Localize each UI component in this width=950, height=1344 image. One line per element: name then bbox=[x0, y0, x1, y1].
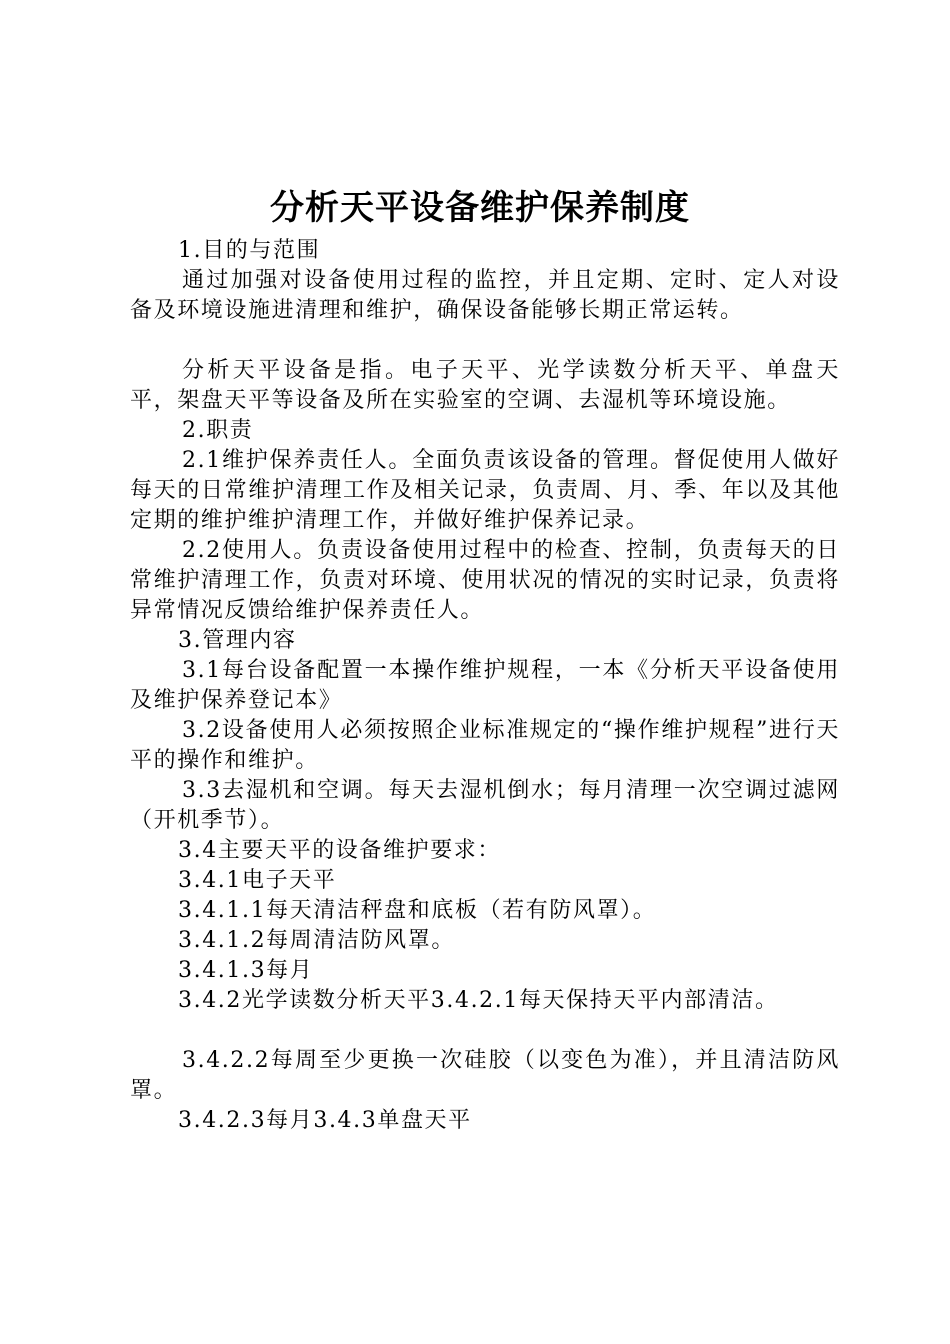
paragraph-item-3-4-2-3: 3.4.2.3每月3.4.3单盘天平 bbox=[178, 1108, 472, 1133]
paragraph-scope: 分析天平设备是指。电子天平、光学读数分析天平、单盘天平，架盘天平等设备及所在实验室的空调、去湿机等环境设施。 bbox=[130, 358, 840, 413]
paragraph-management-3-1: 3.1每台设备配置一本操作维护规程，一本《分析天平设备使用及维护保养登记本》 bbox=[130, 658, 840, 713]
paragraph-item-3-4-1-3: 3.4.1.3每月 bbox=[178, 958, 314, 983]
section-heading-duties: 2.职责 bbox=[182, 418, 254, 443]
document-title: 分析天平设备维护保养制度 bbox=[270, 188, 690, 228]
paragraph-duty-2-1: 2.1维护保养责任人。全面负责该设备的管理。督促使用人做好每天的日常维护清理工作及相关记录，负责周、月、季、年以及其他定期的维护维护清理工作，并做好维护保养记录。 bbox=[130, 448, 840, 533]
paragraph-management-3-4: 3.4主要天平的设备维护要求： bbox=[178, 838, 501, 863]
paragraph-duty-2-2: 2.2使用人。负责设备使用过程中的检查、控制，负责每天的日常维护清理工作，负责对环境、使用状况的情况的实时记录，负责将异常情况反馈给维护保养责任人。 bbox=[130, 538, 840, 623]
paragraph-purpose: 通过加强对设备使用过程的监控，并且定期、定时、定人对设备及环境设施进清理和维护，确保设备能够长期正常运转。 bbox=[130, 268, 840, 323]
section-heading-management: 3.管理内容 bbox=[178, 628, 297, 653]
paragraph-item-3-4-2: 3.4.2光学读数分析天平3.4.2.1每天保持天平内部清洁。 bbox=[178, 988, 779, 1013]
paragraph-item-3-4-2-2: 3.4.2.2每周至少更换一次硅胶（以变色为准），并且清洁防风罩。 bbox=[130, 1048, 840, 1103]
paragraph-management-3-3: 3.3去湿机和空调。每天去湿机倒水；每月清理一次空调过滤网（开机季节）。 bbox=[130, 778, 840, 833]
paragraph-item-3-4-1-1: 3.4.1.1每天清洁秤盘和底板（若有防风罩）。 bbox=[178, 898, 657, 923]
paragraph-item-3-4-1: 3.4.1电子天平 bbox=[178, 868, 337, 893]
paragraph-management-3-2: 3.2设备使用人必须按照企业标准规定的“操作维护规程”进行天平的操作和维护。 bbox=[130, 718, 840, 773]
document-body bbox=[130, 236, 840, 1136]
section-heading-purpose: 1.目的与范围 bbox=[178, 238, 321, 263]
paragraph-item-3-4-1-2: 3.4.1.2每周清洁防风罩。 bbox=[178, 928, 455, 953]
